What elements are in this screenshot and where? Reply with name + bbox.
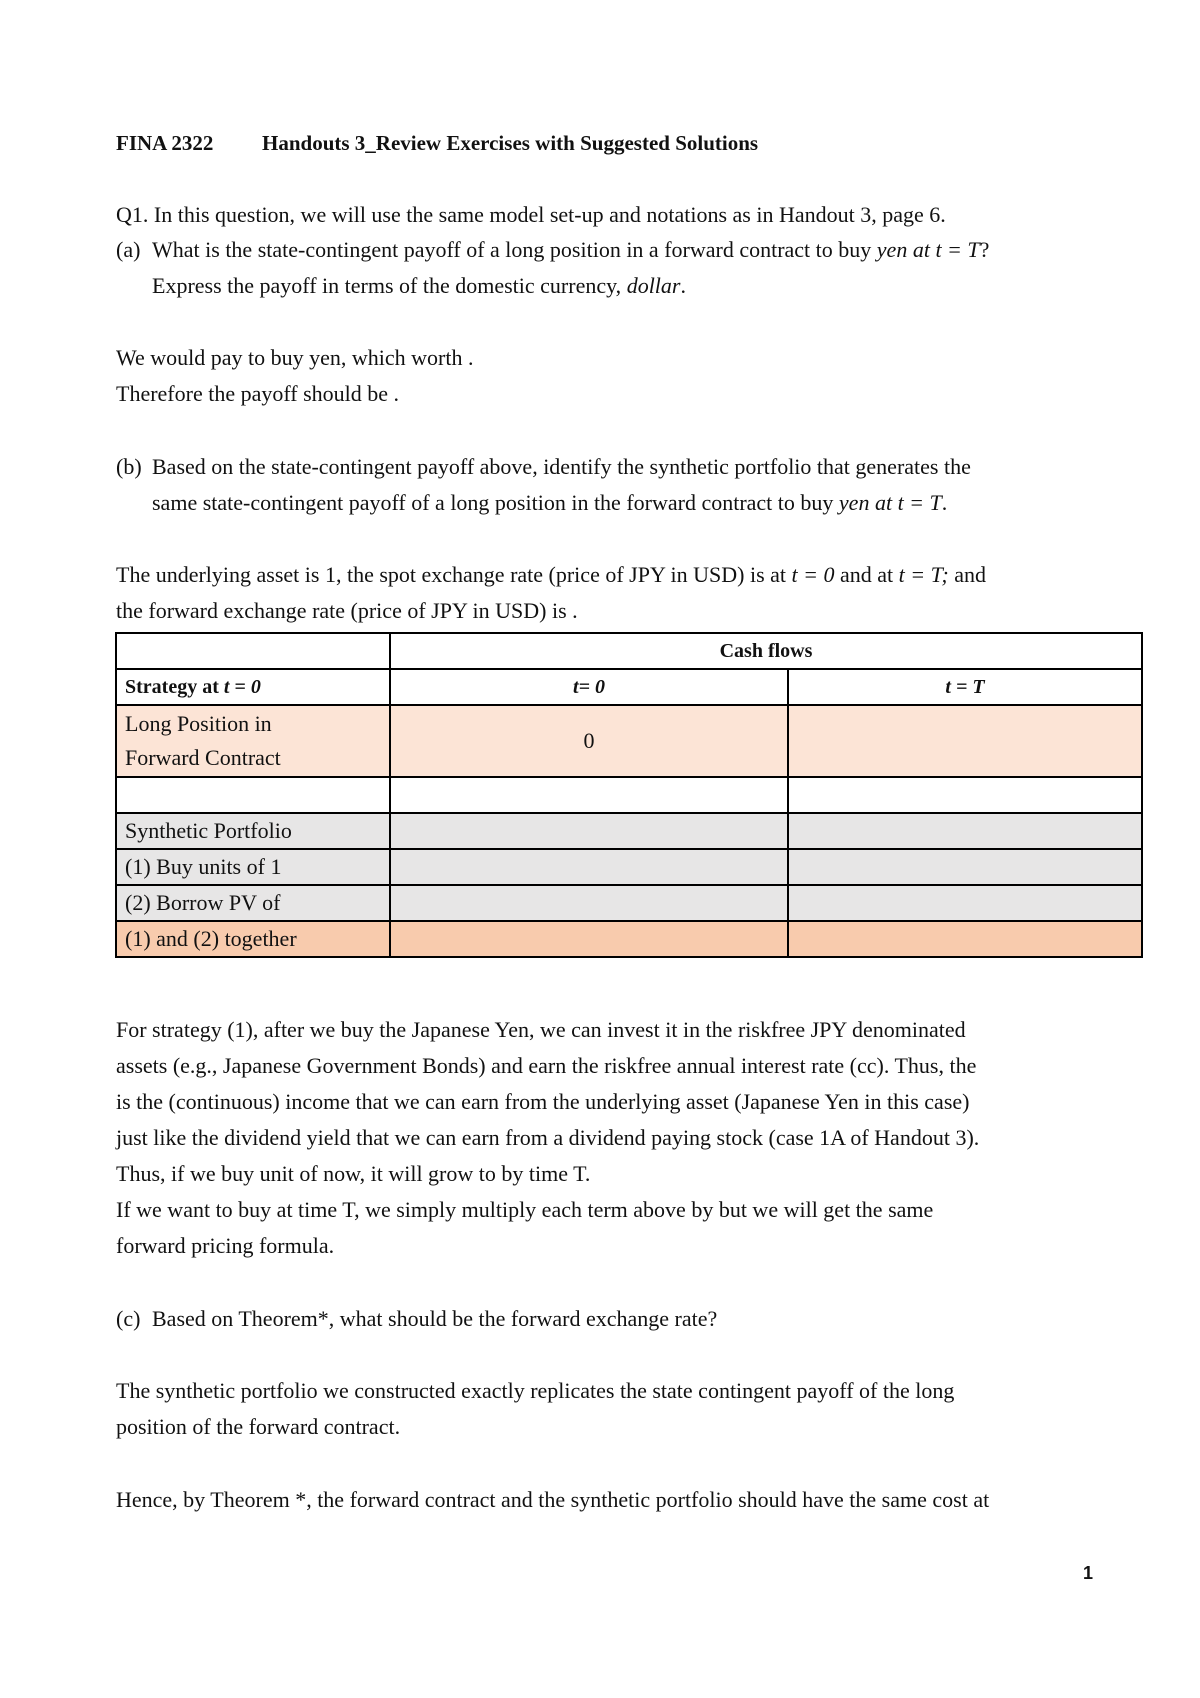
explanation-line: is the (continuous) income that we can earn from the underlying asset (Japanese Yen in this case): [116, 1089, 970, 1114]
table-subheader-row: [116, 669, 1142, 705]
page-number: 1: [1083, 1563, 1094, 1583]
text-span: .: [941, 490, 948, 515]
row-tT-value: [788, 921, 1142, 957]
explanation-line: forward pricing formula.: [116, 1233, 335, 1258]
empty-header-cell: [116, 633, 390, 669]
row-label: (1) and (2) together: [116, 921, 390, 957]
part-b-label: (b): [116, 454, 142, 479]
row-label: [116, 705, 390, 777]
text-span: Strategy at: [125, 675, 224, 698]
table-header-row: [116, 633, 1142, 669]
table-row: [116, 813, 1142, 849]
part-b-question-line2: [152, 488, 947, 518]
part-b-answer-line1: [116, 560, 986, 590]
text-span: and: [948, 562, 987, 587]
document-title: [116, 128, 758, 158]
row-tT-value: [788, 849, 1142, 885]
row-tT-value: [788, 885, 1142, 921]
row-label: (1) Buy units of 1: [116, 849, 390, 885]
row-label: Synthetic Portfolio: [116, 813, 390, 849]
cash-flow-table: [115, 632, 1143, 958]
text-span: same state-contingent payoff of a long position in the forward contract to buy: [152, 490, 839, 515]
emphasis-span: yen at t = T: [876, 237, 980, 262]
row-t0-value: [390, 777, 788, 813]
text-span: The underlying asset is 1, the spot exchange rate (price of JPY in USD) is at: [116, 562, 792, 587]
emphasis-span: yen at t = T: [838, 490, 942, 515]
part-a-answer-line2: Therefore the payoff should be .: [116, 381, 400, 406]
part-c-answer-line1: The synthetic portfolio we constructed exactly replicates the state contingent payoff of the long: [116, 1378, 955, 1403]
part-c-answer-line2: position of the forward contract.: [116, 1414, 401, 1439]
row-t0-value: [390, 885, 788, 921]
emphasis-span: t= 0: [573, 675, 605, 698]
row-t0-value: [390, 921, 788, 957]
table-row: [116, 885, 1142, 921]
row-tT-value: [788, 777, 1142, 813]
row-tT-value: [788, 813, 1142, 849]
row-label: [116, 777, 390, 813]
emphasis-span: t = 0: [223, 675, 261, 698]
part-c-question: Based on Theorem*, what should be the forward exchange rate?: [152, 1306, 718, 1331]
handout-title: Handouts 3_Review Exercises with Suggested Solutions: [262, 131, 759, 155]
emphasis-span: t = T;: [898, 562, 949, 587]
table-row: [116, 849, 1142, 885]
part-c-label: (c): [116, 1306, 141, 1331]
part-b-answer-line2: the forward exchange rate (price of JPY in USD) is .: [116, 598, 578, 623]
emphasis-span: t = 0: [791, 562, 835, 587]
row-tT-value: [788, 705, 1142, 777]
table-row: [116, 777, 1142, 813]
text-span: Forward Contract: [125, 745, 281, 770]
strategy-header: [116, 669, 390, 705]
explanation-line: Thus, if we buy unit of now, it will grow to by time T.: [116, 1161, 591, 1186]
part-a-question-line1: [152, 235, 989, 265]
row-t0-value: [390, 813, 788, 849]
explanation-line: If we want to buy at time T, we simply multiply each term above by but we will get the same: [116, 1197, 934, 1222]
cash-flows-header: Cash flows: [390, 633, 1142, 669]
table-row: [116, 921, 1142, 957]
text-span: Long Position in: [125, 711, 272, 736]
column-header-t0: [390, 669, 788, 705]
explanation-line: assets (e.g., Japanese Government Bonds) and earn the riskfree annual interest rate (cc). Thus, the: [116, 1053, 977, 1078]
column-header-tT: [788, 669, 1142, 705]
text-span: Express the payoff in terms of the domestic currency,: [152, 273, 627, 298]
part-a-label: (a): [116, 237, 141, 262]
row-t0-value: 0: [390, 705, 788, 777]
part-a-question-line2: [152, 271, 686, 301]
part-c-answer-line3: Hence, by Theorem *, the forward contract and the synthetic portfolio should have the same cost at: [116, 1487, 990, 1512]
emphasis-span: dollar: [626, 273, 681, 298]
text-span: and at: [834, 562, 899, 587]
course-code: FINA 2322: [116, 131, 214, 155]
row-t0-value: [390, 849, 788, 885]
table-row: [116, 705, 1142, 777]
row-label: (2) Borrow PV of: [116, 885, 390, 921]
part-a-answer-line1: We would pay to buy yen, which worth .: [116, 345, 474, 370]
explanation-line: For strategy (1), after we buy the Japanese Yen, we can invest it in the riskfree JPY denominated: [116, 1017, 966, 1042]
part-b-question-line1: Based on the state-contingent payoff above, identify the synthetic portfolio that generates the: [152, 454, 971, 479]
question-1-intro: Q1. In this question, we will use the same model set-up and notations as in Handout 3, page 6.: [116, 202, 946, 227]
emphasis-span: t = T: [945, 675, 985, 698]
text-span: .: [680, 273, 686, 298]
text-span: ?: [979, 237, 990, 262]
explanation-line: just like the dividend yield that we can earn from a dividend paying stock (case 1A of Handout 3).: [116, 1125, 980, 1150]
text-span: What is the state-contingent payoff of a long position in a forward contract to buy: [152, 237, 877, 262]
